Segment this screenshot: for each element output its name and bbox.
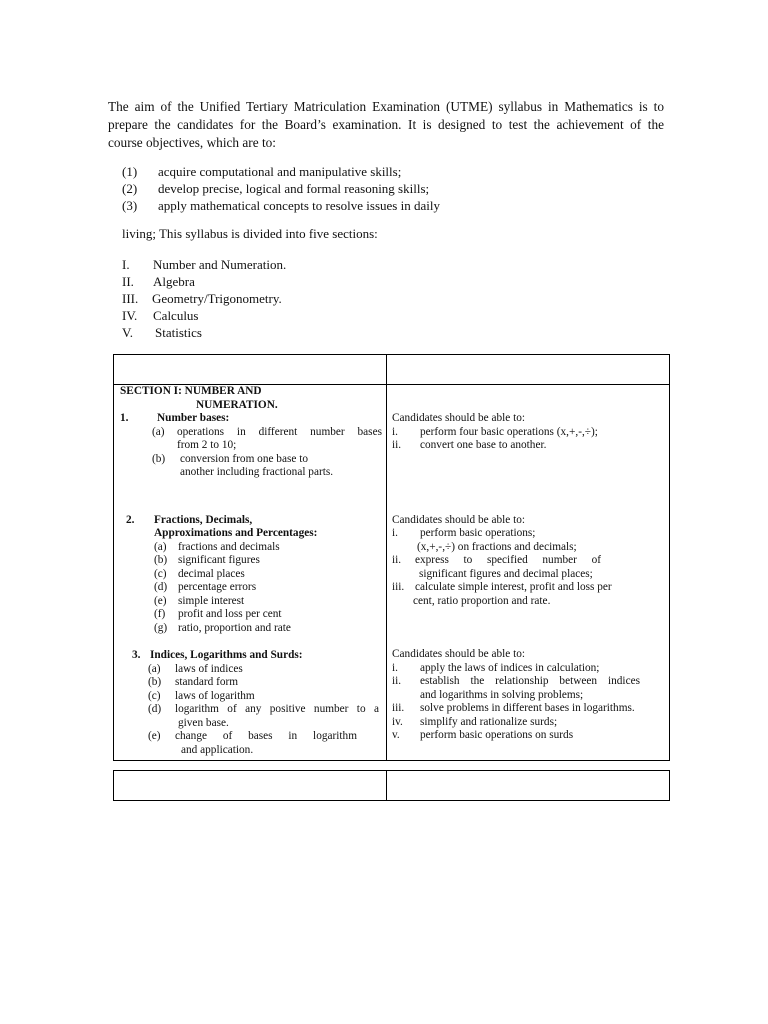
topic-items: (a) fractions and decimals (b) significant figures (c) decimal places (d) percentage errors (e) simple interest (f) profit and loss per cent (g) ratio, proportion and rate <box>154 540 291 634</box>
intro-line: The aim of the Unified Tertiary Matriculation Examination (UTME) syllabus in Mathematics is to <box>108 99 664 114</box>
sections-list <box>122 256 286 341</box>
objectives-intro: Candidates should be able to: <box>392 513 526 526</box>
objective-number: (1) <box>122 164 138 179</box>
objective-line: v. perform basic operations on surds <box>392 729 574 741</box>
topic-item: (a) operations in different number bases from 2 to 10; <box>152 425 382 451</box>
section-item <box>122 324 286 341</box>
objective-number: (2) <box>122 181 138 196</box>
section-label: Statistics <box>155 325 202 340</box>
objective-text: apply mathematical concepts to resolve issues in daily <box>158 198 440 213</box>
objective-line: iii. solve problems in different bases in logarithms. <box>392 702 635 714</box>
table-header-cell-topics <box>114 355 387 385</box>
table-header-row <box>114 771 670 801</box>
section-label: Calculus <box>153 308 199 323</box>
objective-item <box>122 163 440 180</box>
section-item <box>122 273 286 290</box>
objective-line: ii. express to specified number of significant figures and decimal places; <box>392 554 601 580</box>
section-number: III. <box>122 291 139 306</box>
section-number: IV. <box>122 308 138 323</box>
objective-line: i. apply the laws of indices in calculation; <box>392 661 600 674</box>
syllabus-table <box>113 354 670 761</box>
section-item <box>122 290 286 307</box>
objective-item <box>122 197 440 214</box>
topic-title: 3. Indices, Logarithms and Surds: <box>132 649 303 661</box>
objectives-list <box>122 163 440 214</box>
objective-line: iii. calculate simple interest, profit and loss per cent, ratio proportion and rate. <box>392 581 612 607</box>
objective-line: iv. simplify and rationalize surds; <box>392 715 558 728</box>
section-item <box>122 307 286 324</box>
section-number: II. <box>122 274 134 289</box>
next-section-table <box>113 770 670 801</box>
objective-number: (3) <box>122 198 138 213</box>
intro-paragraph <box>108 98 664 152</box>
objective-line: i. perform four basic operations (x,+,-,÷); <box>392 425 598 438</box>
topic-title-continued: Approximations and Percentages: <box>154 527 318 539</box>
section-label: Algebra <box>153 274 195 289</box>
objectives-intro: Candidates should be able to: <box>392 648 526 660</box>
table-header-row <box>114 355 670 385</box>
objective-text: develop precise, logical and formal reasoning skills; <box>158 181 430 196</box>
objective-line: i. perform basic operations; (x,+,-,÷) on fractions and decimals; <box>392 527 577 553</box>
table-header-cell-objectives <box>387 771 670 801</box>
table-header-cell-topics <box>114 771 387 801</box>
intro-line: prepare the candidates for the Board’s examination. It is designed to test the achievement of the <box>108 117 664 132</box>
objective-line: ii. establish the relationship between indices and logarithms in solving problems; <box>392 675 640 701</box>
section-label: Geometry/Trigonometry. <box>152 291 282 306</box>
section-heading-continued: NUMERATION. <box>196 398 278 411</box>
sections-intro: living; This syllabus is divided into five sections: <box>122 226 378 241</box>
topic-title: 2. Fractions, Decimals, <box>126 513 253 526</box>
table-header-cell-objectives <box>387 355 670 385</box>
intro-line: course objectives, which are to: <box>108 135 276 150</box>
objective-text: acquire computational and manipulative skills; <box>158 164 402 179</box>
section-item <box>122 256 286 273</box>
section-number: I. <box>122 257 130 272</box>
topic-title: 1. Number bases: <box>120 412 230 424</box>
topic-item: (b) conversion from one base to another including fractional parts. <box>152 452 334 478</box>
objectives-cell <box>387 385 670 761</box>
table-row-section-1 <box>114 385 670 761</box>
topics-cell <box>114 385 387 761</box>
objective-line: ii. convert one base to another. <box>392 439 547 451</box>
objective-item <box>122 180 440 197</box>
objectives-intro: Candidates should be able to: <box>392 412 526 424</box>
section-label: Number and Numeration. <box>153 257 287 272</box>
topic-items: (a) laws of indices (b) standard form (c) laws of logarithm (d) logarithm of any positive number to a given base. (e) change of bases in logarithm and application. <box>148 662 379 756</box>
section-heading: SECTION I: NUMBER AND <box>120 385 262 397</box>
section-number: V. <box>122 325 133 340</box>
